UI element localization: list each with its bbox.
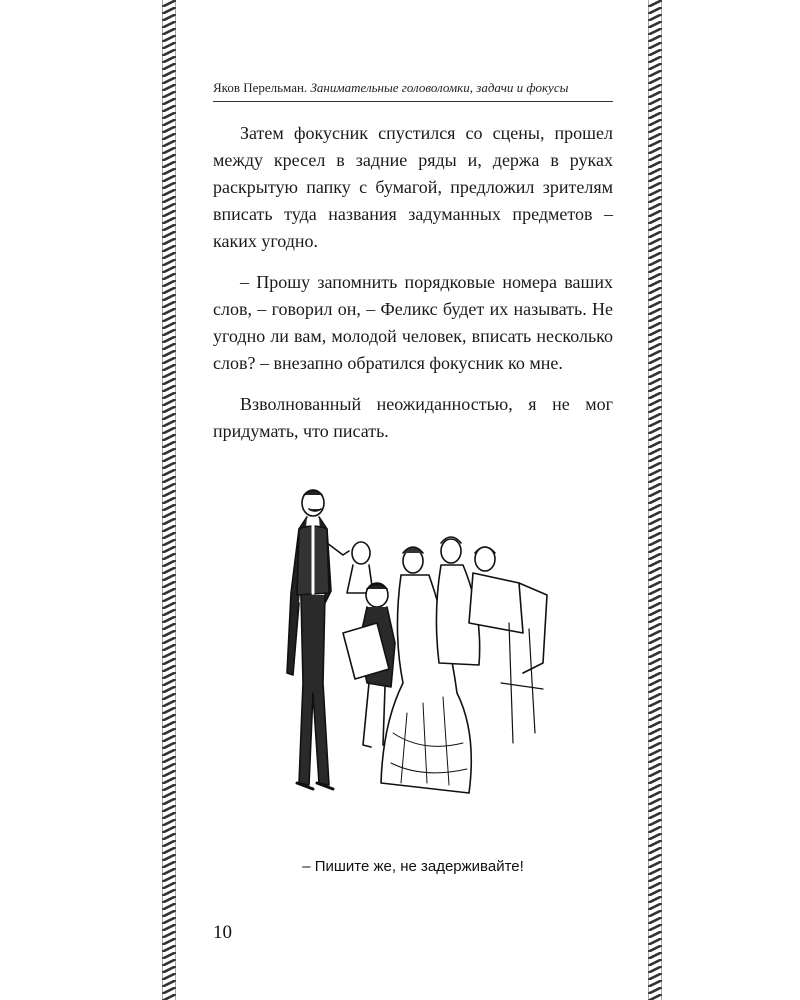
paragraph: Затем фокусник спустился со сцены, прошел между кресел в задние ряды и, держа в руках раскрытую папку с бумагой, предложил зрителям вписать туда названия задуманных предметов – каких угодно.	[213, 123, 613, 251]
running-head-title: Занимательные головоломки, задачи и фокусы	[310, 80, 569, 95]
page-number: 10	[213, 922, 232, 943]
running-head	[213, 80, 613, 96]
audience-bald-man	[347, 542, 373, 593]
boy-writing	[343, 583, 395, 747]
illustration-caption: – Пишите же, не задерживайте!	[302, 858, 524, 875]
running-head-author: Яков Перельман.	[213, 80, 308, 95]
paragraph: – Прошу запомнить порядковые номера ваших слов, – говорил он, – Феликс будет их называть. Не угодно ли вам, молодой человек, вписать несколько слов? – внезапно обратился фокусник ко мне.	[213, 272, 613, 373]
right-rope-border	[648, 0, 662, 1000]
magician-figure	[287, 490, 349, 789]
illustration-magician-and-audience	[273, 483, 563, 823]
chairs	[501, 623, 543, 743]
header-rule	[213, 101, 613, 102]
paragraph: Взволнованный неожиданностью, я не мог придумать, что писать.	[213, 394, 613, 441]
book-page	[185, 0, 625, 1000]
left-rope-border	[162, 0, 176, 1000]
body-text	[213, 120, 613, 459]
